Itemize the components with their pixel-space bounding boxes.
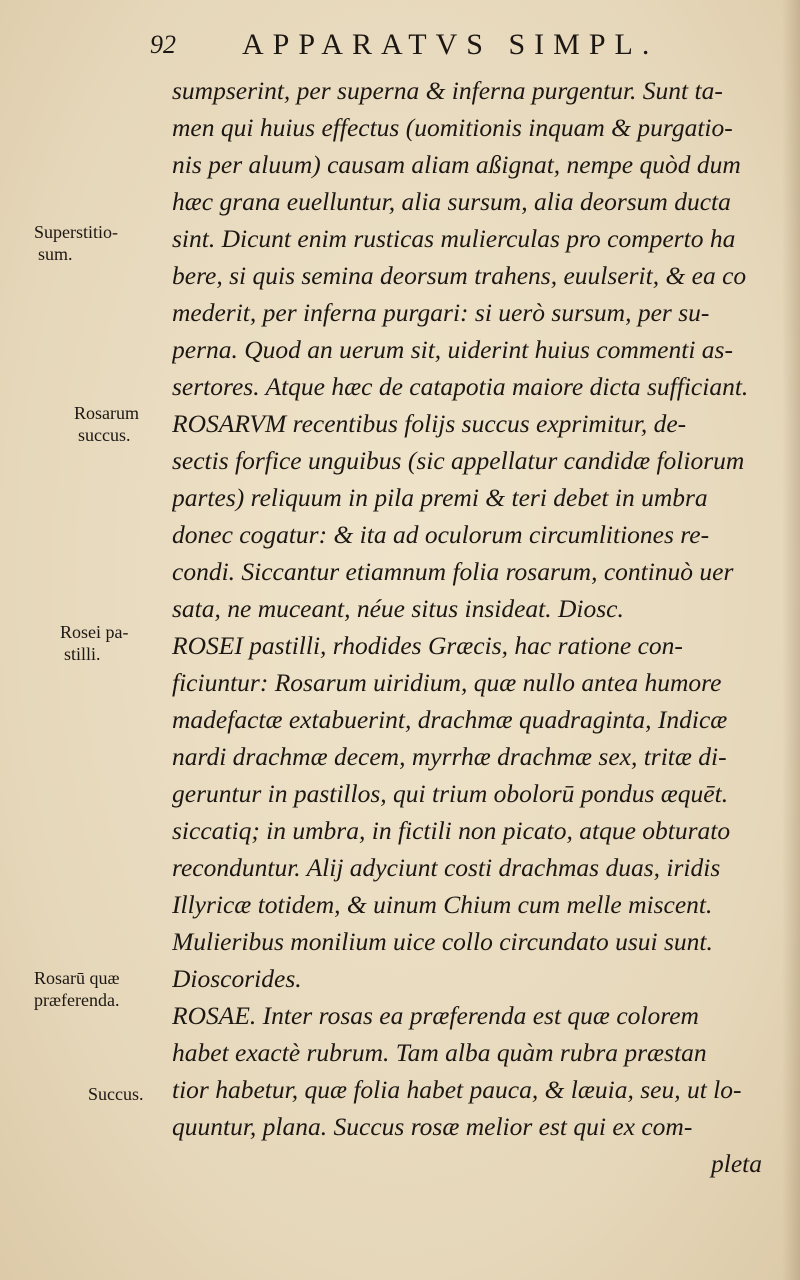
text-line: Mulieribus monilium uice collo circundato usui sunt. [172, 927, 713, 956]
text-line: reconduntur. Alij adyciunt costi drachmas duas, iridis [172, 853, 721, 882]
text-line: geruntur in pastillos, qui trium obolorū pondus æquēt. [172, 779, 729, 808]
text-line: men qui huius effectus (uomitionis inquam & purgatio- [172, 113, 733, 142]
text-line: sertores. Atque hæc de catapotia maiore dicta sufficiant. [172, 372, 749, 401]
text-line: nis per aluum) causam aliam aßignat, nempe quòd dum [172, 150, 741, 179]
margin-note-succus [88, 1083, 144, 1105]
text-line: habet exactè rubrum. Tam alba quàm rubra præstan [172, 1038, 707, 1067]
margin-note-line: Succus. [88, 1084, 144, 1104]
text-line: ROSAE. Inter rosas ea præferenda est quæ colorem [172, 1001, 699, 1030]
main-text-column [172, 72, 762, 1182]
text-line: quuntur, plana. Succus rosæ melior est qui ex com- [172, 1112, 693, 1141]
text-line: condi. Siccantur etiamnum folia rosarum, continuò uer [172, 557, 734, 586]
text-line: tior habetur, quæ folia habet pauca, & læuia, seu, ut lo- [172, 1075, 742, 1104]
text-line: ROSEI pastilli, rhodides Græcis, hac ratione con- [172, 631, 683, 660]
text-line: perna. Quod an uerum sit, uiderint huius commenti as- [172, 335, 733, 364]
margin-note-line: Superstitio- [34, 222, 118, 242]
margin-note-line: Rosei pa- [60, 622, 129, 642]
margin-note-rosarum-succus [74, 402, 139, 446]
text-line: Illyricæ totidem, & uinum Chium cum melle miscent. [172, 890, 713, 919]
text-line: bere, si quis semina deorsum trahens, euulserit, & ea co [172, 261, 747, 290]
margin-note-rosarum-praeferenda [34, 967, 120, 1011]
margin-note-superstitiosum [34, 221, 118, 265]
page-edge-shadow [782, 0, 800, 1280]
text-line: sectis forfice unguibus (sic appellatur candidæ foliorum [172, 446, 745, 475]
text-line: partes) reliquum in pila premi & teri debet in umbra [172, 483, 708, 512]
text-line: donec cogatur: & ita ad oculorum circumlitiones re- [172, 520, 710, 549]
page-header [150, 28, 740, 64]
margin-note-line: præferenda. [34, 990, 120, 1010]
text-line: sint. Dicunt enim rusticas mulierculas pro comperto ha [172, 224, 736, 253]
margin-note-line: Rosarum [74, 403, 139, 423]
text-line: hæc grana euelluntur, alia sursum, alia deorsum ducta [172, 187, 731, 216]
page-number: 92 [150, 30, 176, 59]
text-line: Dioscorides. [172, 964, 302, 993]
text-line: nardi drachmæ decem, myrrhæ drachmæ sex, tritæ di- [172, 742, 727, 771]
text-line: ROSARVM recentibus folijs succus exprimitur, de- [172, 409, 687, 438]
text-line: siccatiq; in umbra, in fictili non picato, atque obturato [172, 816, 731, 845]
running-title: APPARATVS SIMPL. [242, 28, 659, 61]
margin-note-line: succus. [78, 425, 131, 445]
text-line: sumpserint, per superna & inferna purgentur. Sunt ta- [172, 76, 723, 105]
catchword: pleta [711, 1149, 762, 1178]
margin-note-line: Rosarū quæ [34, 968, 120, 988]
text-line: madefactæ extabuerint, drachmæ quadraginta, Indicæ [172, 705, 728, 734]
text-line: sata, ne muceant, néue situs insideat. Diosc. [172, 594, 624, 623]
text-line: ficiuntur: Rosarum uiridium, quæ nullo antea humore [172, 668, 722, 697]
margin-note-rosei-pastilli [60, 621, 128, 665]
text-line: mederit, per inferna purgari: si uerò sursum, per su- [172, 298, 710, 327]
margin-note-line: sum. [38, 244, 73, 264]
margin-note-line: stilli. [64, 644, 101, 664]
